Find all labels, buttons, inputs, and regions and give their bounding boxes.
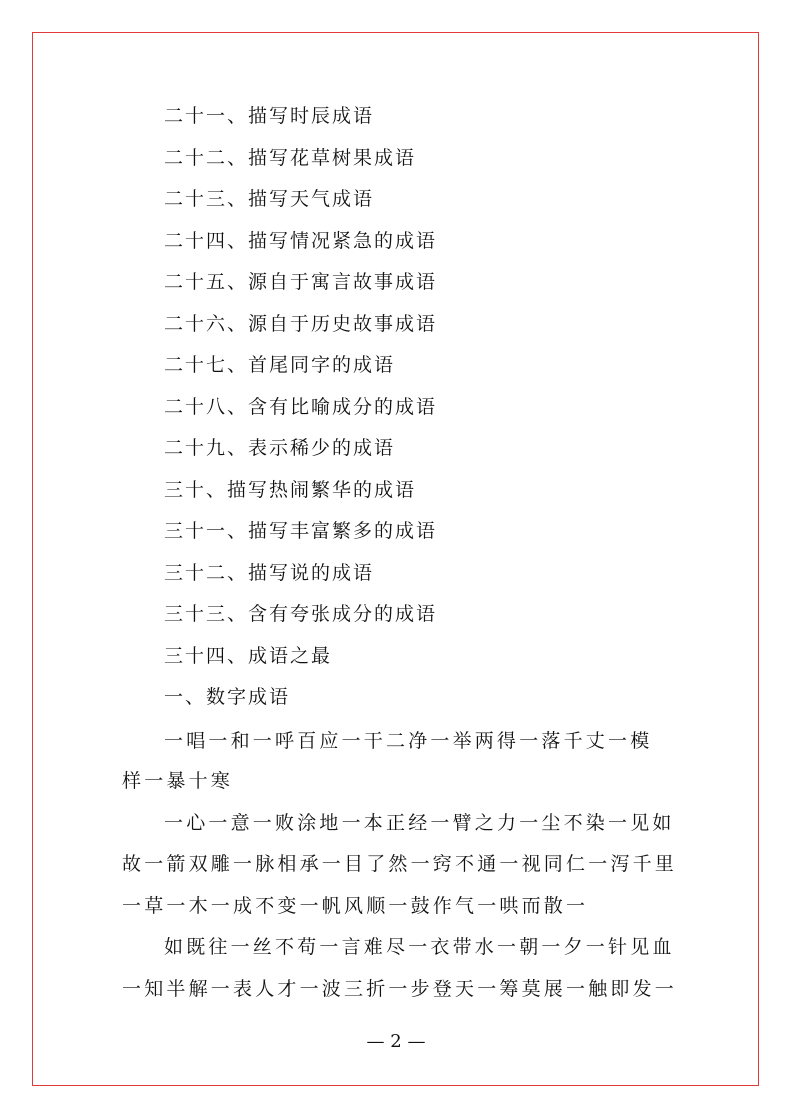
toc-item-21: 二十一、描写时辰成语 <box>164 105 375 127</box>
paragraph-line: 一心一意一败涂地一本正经一臂之力一尘不染一见如 <box>164 812 675 834</box>
toc-item-34: 三十四、成语之最 <box>164 645 333 667</box>
toc-item-30: 三十、描写热闹繁华的成语 <box>164 479 417 501</box>
toc-item-31: 三十一、描写丰富繁多的成语 <box>164 520 438 542</box>
toc-item-22: 二十二、描写花草树果成语 <box>164 147 417 169</box>
paragraph-line: 如既往一丝不苟一言难尽一衣带水一朝一夕一针见血 <box>164 936 675 958</box>
page-border <box>32 32 759 1086</box>
section-heading: 一、数字成语 <box>164 686 291 708</box>
paragraph-line: 一草一木一成不变一帆风顺一鼓作气一哄而散一 <box>122 895 589 917</box>
toc-item-23: 二十三、描写天气成语 <box>164 188 375 210</box>
page-number: — 2 — <box>366 1031 426 1052</box>
toc-item-33: 三十三、含有夸张成分的成语 <box>164 603 438 625</box>
toc-item-26: 二十六、源自于历史故事成语 <box>164 313 438 335</box>
paragraph-line: 样一暴十寒 <box>122 770 234 792</box>
toc-item-32: 三十二、描写说的成语 <box>164 562 375 584</box>
toc-item-27: 二十七、首尾同字的成语 <box>164 354 396 376</box>
toc-item-28: 二十八、含有比喻成分的成语 <box>164 396 438 418</box>
toc-item-25: 二十五、源自于寓言故事成语 <box>164 271 438 293</box>
toc-item-24: 二十四、描写情况紧急的成语 <box>164 230 438 252</box>
paragraph-line: 一知半解一表人才一波三折一步登天一筹莫展一触即发一 <box>122 978 678 1000</box>
paragraph-line: 一唱一和一呼百应一干二净一举两得一落千丈一模 <box>164 730 653 752</box>
toc-item-29: 二十九、表示稀少的成语 <box>164 437 396 459</box>
paragraph-line: 故一箭双雕一脉相承一目了然一窍不通一视同仁一泻千里 <box>122 853 678 875</box>
